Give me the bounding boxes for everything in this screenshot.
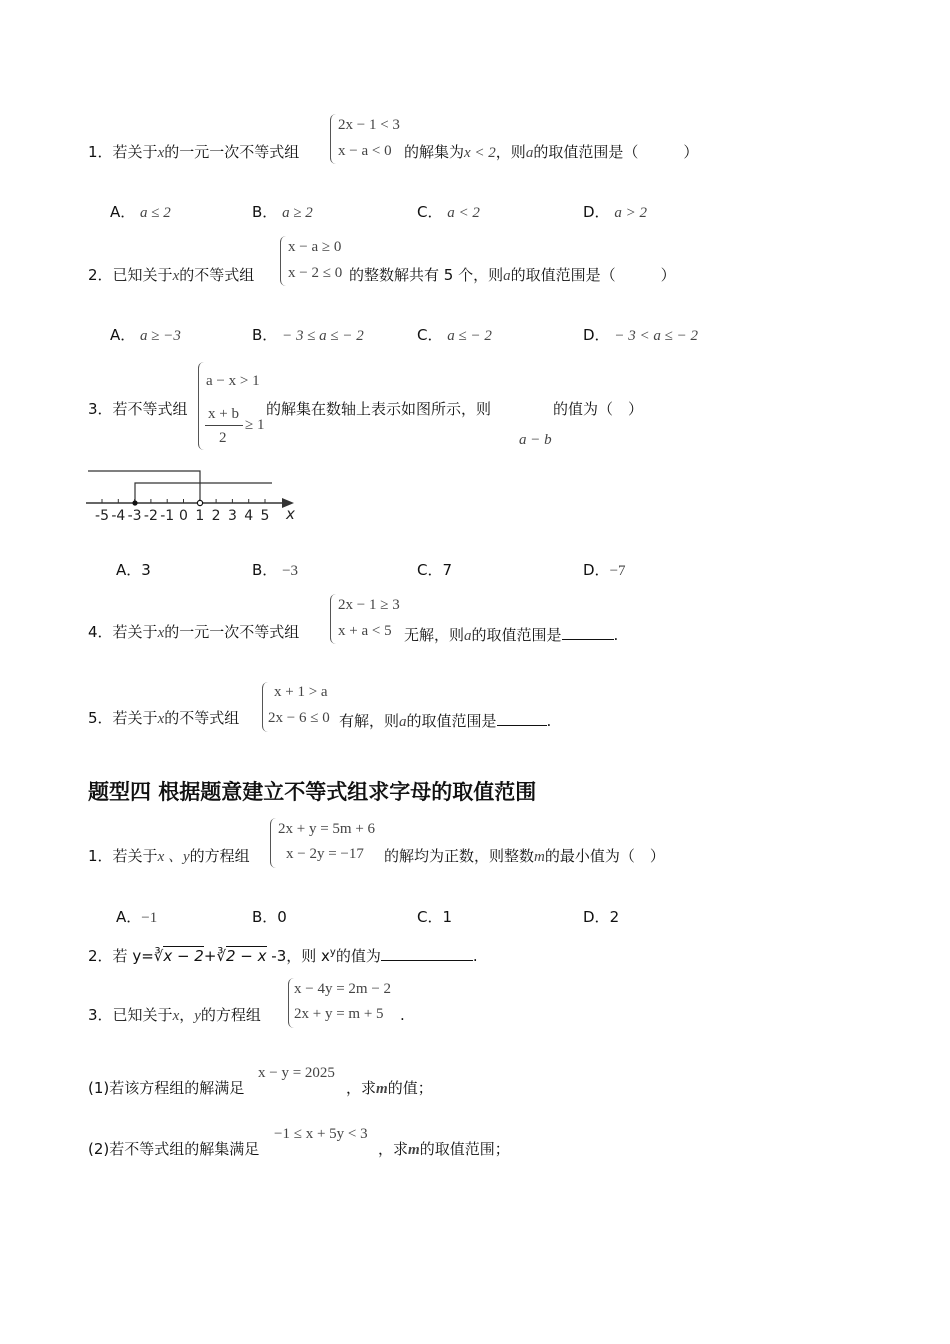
s1-option-d[interactable]: D．2 [583,908,620,926]
s1-number: 1． [88,847,113,865]
q3-axis-var: x [286,505,295,523]
s1-eq1: 2x + y = 5m + 6 [278,821,376,837]
q2-option-b[interactable]: B． − 3 ≤ a ≤ − 2 [252,326,364,344]
s1-eq2: x − 2y = −17 [286,846,364,862]
q1-eq1: 2x − 1 < 3 [338,117,400,133]
s1-option-b[interactable]: B．0 [252,908,287,926]
q1-eq2: x − a < 0 [338,143,392,159]
q5-stem-tail: 有解，则a的取值范围是 . [339,712,552,730]
q3-tick-label: -1 [160,508,175,524]
q2-number: 2． [88,266,113,284]
q3-option-a[interactable]: A．3 [116,561,151,579]
q2-option-c[interactable]: C． a ≤ − 2 [417,326,492,344]
q2-eq1: x − a ≥ 0 [288,239,342,255]
q3-tick-label: 4 [244,508,254,524]
section-title: 题型四 根据题意建立不等式组求字母的取值范围 [88,780,537,804]
q3-eq1: a − x > 1 [206,373,260,389]
q4-number: 4． [88,623,113,641]
q2-option-d[interactable]: D． − 3 < a ≤ − 2 [583,326,698,344]
q1-number: 1． [88,143,113,161]
q3-range-lower [135,483,272,503]
q3-frac-bar [205,425,243,426]
q4-answer-blank[interactable] [562,625,614,640]
q3-solid-dot [132,500,137,505]
q1-option-b[interactable]: B． a ≥ 2 [252,203,313,221]
q3-number: 3． [88,400,113,418]
q3-tick-label: 3 [227,508,237,524]
s3-p2-condition: −1 ≤ x + 5y < 3 [274,1126,368,1142]
q5-eq2: 2x − 6 ≤ 0 [268,710,330,726]
s2-stem: 2．若 y=∛x − 2+∛2 − x -3，则 $x^y$的值为 . [88,947,478,965]
q3-stem: 3．若不等式组 [88,400,188,418]
q3-tick-label: 5 [260,508,270,524]
q3-stem-tail2: 的值为（ ） [553,400,644,418]
s3-eq1: x − 4y = 2m − 2 [294,981,392,997]
s3-p1-condition: x − y = 2025 [258,1065,335,1081]
q4-stem-tail: 无解，则a的取值范围是 . [404,626,619,644]
q3-tick-label: -4 [111,508,126,524]
q3-tick-label: 2 [211,508,221,524]
q3-tick-label: -2 [143,508,158,524]
s1-stem-tail: 的解均为正数，则整数m的最小值为（ ） [384,847,665,865]
q3-option-b[interactable]: B． −3 [252,561,299,579]
q3-expression: a − b [519,432,552,448]
q3-open-dot [197,500,202,505]
q3-tick-label: -5 [95,508,109,524]
s3-part2-tail: ，求m的取值范围； [378,1140,510,1158]
s2-answer-blank[interactable] [381,946,473,961]
s1-stem: 1．若关于x 、y的方程组 [88,847,250,865]
q4-eq2: x + a < 5 [338,623,392,639]
q5-stem: 5．若关于x的不等式组 [88,709,240,727]
q4-stem: 4．若关于x的一元一次不等式组 [88,623,300,641]
s3-end: . [400,1006,405,1024]
q3-range-upper [88,471,200,503]
q3-tick-label: 0 [179,508,188,524]
s3-stem: 3．已知关于x，y的方程组 [88,1006,261,1024]
q3-tick-label: -3 [127,508,142,524]
q1-option-c[interactable]: C． a < 2 [417,203,480,221]
s3-number: 3． [88,1006,113,1024]
s3-part1-tail: ，求m的值； [346,1079,433,1097]
s1-option-c[interactable]: C．1 [417,908,453,926]
q4-eq1: 2x − 1 ≥ 3 [338,597,400,613]
s3-part1: (1)若该方程组的解满足 [88,1079,245,1097]
q5-answer-blank[interactable] [497,711,547,726]
q2-stem: 2．已知关于x的不等式组 [88,266,255,284]
q1-stem-tail: 的解集为x < 2，则a的取值范围是（ ） [404,143,699,161]
q1-stem: 1．若关于x的一元一次不等式组 [88,143,300,161]
q1-option-d[interactable]: D． a > 2 [583,203,647,221]
q3-option-d[interactable]: D．−7 [583,561,626,579]
q3-frac-den: 2 [219,430,227,446]
s1-option-a[interactable]: A．−1 [116,908,158,926]
q2-eq2: x − 2 ≤ 0 [288,265,343,281]
q2-stem-tail: 的整数解共有 5 个，则a的取值范围是（ ） [349,266,676,284]
q5-number: 5． [88,709,113,727]
s2-number: 2． [88,947,113,965]
q1-option-a[interactable]: A． a ≤ 2 [110,203,171,221]
q3-stem-tail: 的解集在数轴上表示如图所示，则 [266,400,492,418]
q3-frac-num: x + b [208,406,239,422]
q5-eq1: x + 1 > a [274,684,328,700]
q3-tick-label: 1 [195,508,205,524]
s3-part2: (2)若不等式组的解集满足 [88,1140,260,1158]
q3-frac-rel: ≥ 1 [245,417,265,433]
q2-option-a[interactable]: A． a ≥ −3 [110,326,181,344]
q3-number-line [84,462,306,526]
s3-eq2: 2x + y = m + 5 [294,1006,384,1022]
q3-option-c[interactable]: C．7 [417,561,453,579]
s2-radical-1: ∛x − 2 [153,947,204,965]
s2-radical-2: ∛2 − x [216,947,267,965]
